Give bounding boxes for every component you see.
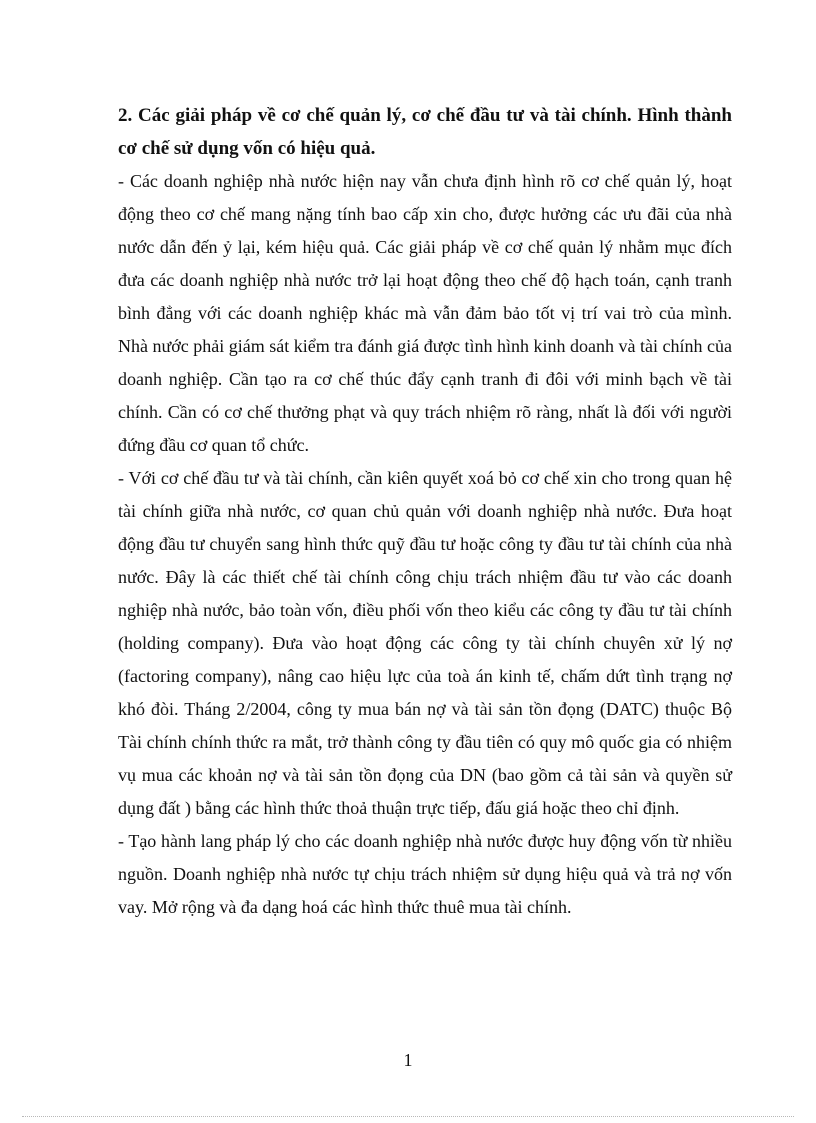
page-bottom-divider	[22, 1116, 794, 1117]
paragraph-legal-framework: - Tạo hành lang pháp lý cho các doanh nghiệp nhà nước được huy động vốn từ nhiều nguồn. Doanh nghiệp nhà nước tự chịu trách nhiệm sử dụng hiệu quả và trả nợ vốn vay. Mở rộng và đa dạng hoá các hình thức thuê mua tài chính.	[118, 831, 732, 917]
page-content	[118, 99, 732, 924]
section-heading: 2. Các giải pháp về cơ chế quản lý, cơ chế đầu tư và tài chính. Hình thành cơ chế sử dụng vốn có hiệu quả.	[118, 105, 732, 159]
paragraph-management-mechanism: - Các doanh nghiệp nhà nước hiện nay vẫn chưa định hình rõ cơ chế quản lý, hoạt động theo cơ chế mang nặng tính bao cấp xin cho, được hưởng các ưu đãi của nhà nước dẫn đến ỷ lại, kém hiệu quả. Các giải pháp về cơ chế quản lý nhằm mục đích đưa các doanh nghiệp nhà nước trở lại hoạt động theo chế độ hạch toán, cạnh tranh bình đẳng với các doanh nghiệp khác mà vẫn đảm bảo tốt vị trí vai trò của mình. Nhà nước phải giám sát kiểm tra đánh giá được tình hình kinh doanh và tài chính của doanh nghiệp. Cần tạo ra cơ chế thúc đẩy cạnh tranh đi đôi với minh bạch về tài chính. Cần có cơ chế thưởng phạt và quy trách nhiệm rõ ràng, nhất là đối với người đứng đầu cơ quan tổ chức.	[118, 171, 732, 455]
page-number: 1	[403, 1050, 413, 1070]
paragraph-investment-finance: - Với cơ chế đầu tư và tài chính, cần kiên quyết xoá bỏ cơ chế xin cho trong quan hệ tài chính giữa nhà nước, cơ quan chủ quản với doanh nghiệp nhà nước. Đưa hoạt động đầu tư chuyển sang hình thức quỹ đầu tư hoặc công ty đầu tư tài chính của nhà nước. Đây là các thiết chế tài chính công chịu trách nhiệm đầu tư vào các doanh nghiệp nhà nước, bảo toàn vốn, điều phối vốn theo kiểu các công ty đầu tư tài chính (holding company). Đưa vào hoạt động các công ty tài chính chuyên xử lý nợ (factoring company), nâng cao hiệu lực của toà án kinh tế, chấm dứt tình trạng nợ khó đòi. Tháng 2/2004, công ty mua bán nợ và tài sản tồn đọng (DATC) thuộc Bộ Tài chính chính thức ra mắt, trở thành công ty đầu tiên có quy mô quốc gia có nhiệm vụ mua các khoản nợ và tài sản tồn đọng của DN (bao gồm cả tài sản và quyền sử dụng đất ) bằng các hình thức thoả thuận trực tiếp, đấu giá hoặc theo chỉ định.	[118, 468, 732, 818]
